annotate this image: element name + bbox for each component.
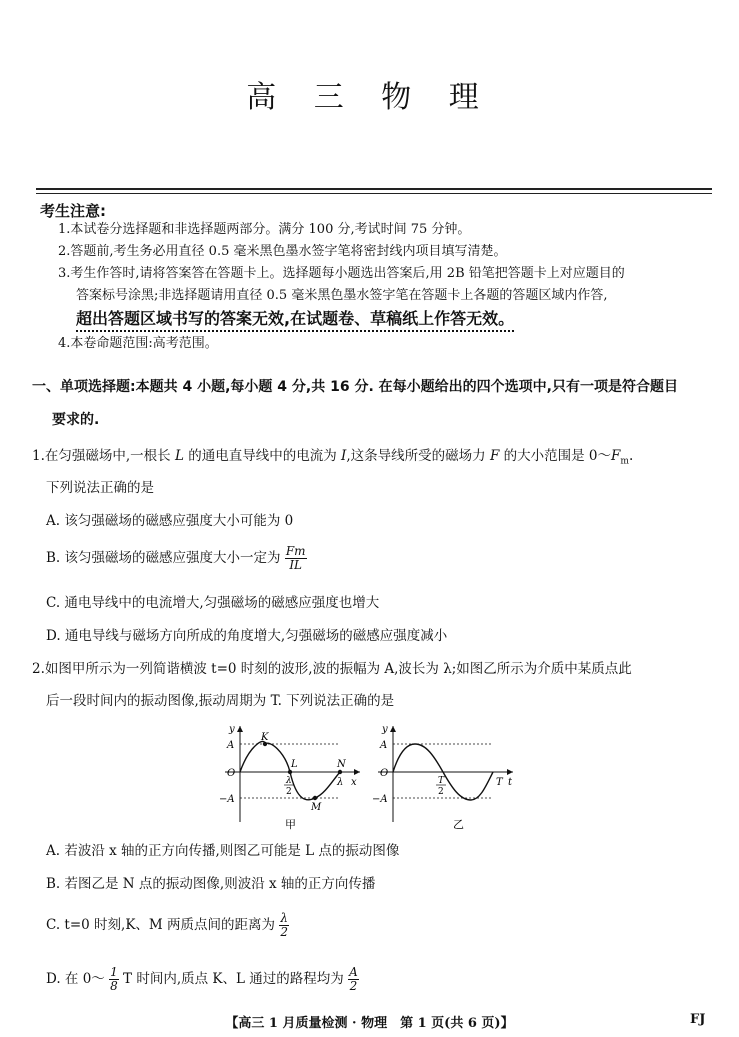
notice-item-3: 3.考生作答时,请将答案答在答题卡上。选择题每小题选出答案后,用 2B 铅笔把答题卡上对应题目的 — [58, 266, 625, 281]
label-half-t-den: 2 — [438, 787, 444, 797]
fraction-half-a: $\frac{A}{2}$ — [349, 965, 358, 993]
label-n: N — [337, 759, 346, 770]
footer-code: FJ — [690, 1012, 706, 1027]
notice-item-2: 2.答题前,考生务必用直径 0.5 毫米黑色墨水签字笔将密封线内项目填写清楚。 — [58, 244, 507, 259]
q2-stem-line1: 2.如图甲所示为一列简谐横波 t=0 时刻的波形,波的振幅为 A,波长为 λ;如图乙所示为介质中某质点此 — [32, 661, 632, 677]
q1-option-b: B. 该匀强磁场的磁感应强度大小一定为 $\frac{Fm}{IL}$ — [46, 544, 306, 572]
label-y: y — [382, 724, 388, 735]
label-neg-a: −A — [219, 794, 235, 805]
label-neg-a: −A — [372, 794, 388, 805]
double-rule-thick — [36, 188, 712, 190]
q1-option-d: D. 通电导线与磁场方向所成的角度增大,匀强磁场的磁感应强度减小 — [46, 628, 448, 644]
notice-item-1: 1.本试卷分选择题和非选择题两部分。满分 100 分,考试时间 75 分钟。 — [58, 222, 471, 237]
figure-jia-waveform — [215, 722, 365, 832]
q2-option-b: B. 若图乙是 N 点的振动图像,则波沿 x 轴的正方向传播 — [46, 876, 376, 892]
label-o: O — [380, 768, 389, 779]
q1-stem-line2: 下列说法正确的是 — [46, 480, 154, 496]
label-k: K — [261, 732, 269, 743]
fraction-one-eighth: $\frac{1}{8}$ — [110, 965, 118, 993]
label-m: M — [311, 802, 322, 813]
label-half-lambda-den: 2 — [286, 787, 292, 797]
label-lambda: λ — [337, 777, 344, 788]
label-t-axis: t — [508, 777, 513, 788]
notice-emphasis: 超出答题区域书写的答案无效,在试题卷、草稿纸上作答无效。 — [76, 309, 515, 328]
double-rule-thin — [36, 193, 712, 194]
label-half-t-num: T — [438, 776, 445, 786]
q2-option-d: D. 在 0～ $\frac{1}{8}$ T 时间内,质点 K、L 通过的路程均为 $\frac{A}{2}$ — [46, 965, 358, 993]
fraction-half-lambda: $\frac{\lambda}{2}$ — [280, 911, 288, 939]
notice-heading: 考生注意: — [40, 202, 106, 220]
caption-yi: 乙 — [453, 818, 464, 831]
q1-option-c: C. 通电导线中的电流增大,匀强磁场的磁感应强度也增大 — [46, 595, 380, 611]
point-m — [313, 796, 317, 800]
q2-option-a: A. 若波沿 x 轴的正方向传播,则图乙可能是 L 点的振动图像 — [46, 843, 400, 859]
page-footer: 【高三 1 月质量检测 · 物理 第 1 页(共 6 页)】 — [225, 1016, 514, 1031]
notice-item-4: 4.本卷命题范围:高考范围。 — [58, 336, 218, 351]
point-n — [338, 770, 342, 774]
section-heading: 一、单项选择题:本题共 4 小题,每小题 4 分,共 16 分. 在每小题给出的四个选项中,只有一项是符合题目 — [32, 379, 678, 395]
label-y: y — [229, 724, 235, 735]
label-l: L — [291, 759, 298, 770]
label-a: A — [227, 740, 235, 751]
label-t-period: T — [496, 777, 503, 788]
label-x: x — [351, 777, 357, 788]
label-o: O — [227, 768, 236, 779]
caption-jia: 甲 — [285, 818, 296, 831]
label-a: A — [380, 740, 388, 751]
figure-yi-vibration — [368, 722, 518, 832]
q2-stem-line2: 后一段时间内的振动图像,振动周期为 T. 下列说法正确的是 — [46, 693, 395, 709]
q1-stem-line1: 1.在匀强磁场中,一根长 L 的通电直导线中的电流为 I,这条导线所受的磁场力 F 的大小范围是 $0\sim F_m$. — [32, 448, 634, 467]
q2-option-c: C. t=0 时刻,K、M 两质点间的距离为 $\frac{\lambda}{2}$ — [46, 911, 288, 939]
paper-title: 高 三 物 理 — [246, 80, 493, 115]
point-l — [288, 770, 292, 774]
fraction-fm-il: $\frac{Fm}{IL}$ — [285, 544, 306, 572]
q1-option-a: A. 该匀强磁场的磁感应强度大小可能为 0 — [46, 513, 294, 529]
notice-item-3-cont: 答案标号涂黑;非选择题请用直径 0.5 毫米黑色墨水签字笔在答题卡上各题的答题区域内作答, — [76, 288, 608, 303]
label-half-lambda-num: λ — [286, 776, 292, 786]
section-heading-cont: 要求的. — [52, 412, 100, 428]
